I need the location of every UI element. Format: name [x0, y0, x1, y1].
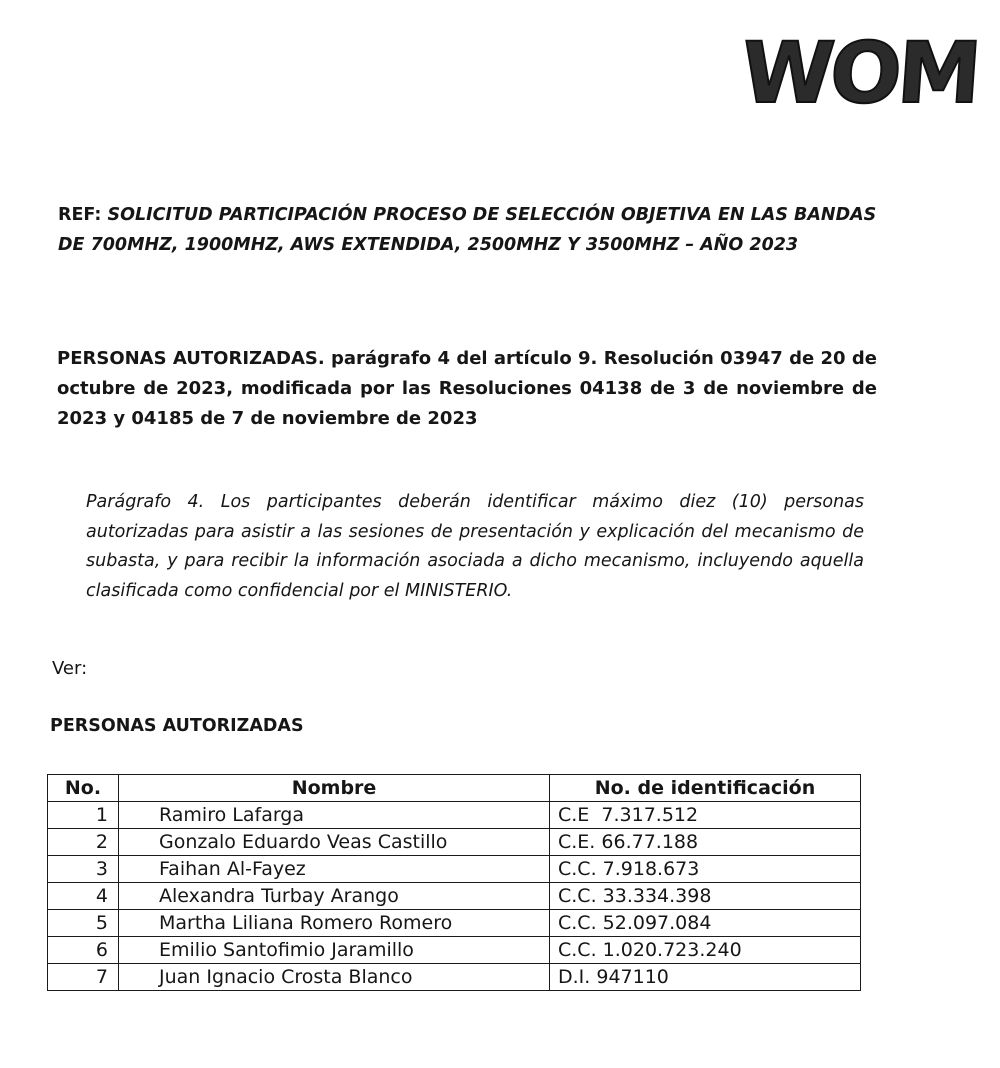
- row-number: 2: [48, 829, 119, 856]
- table-row: [48, 937, 861, 964]
- table-row: [48, 856, 861, 883]
- wom-logo-text: WOM: [738, 24, 981, 122]
- row-identification: C.E. 66.77.188: [550, 829, 861, 856]
- reference-block: [58, 200, 878, 260]
- row-identification: C.C. 1.020.723.240: [550, 937, 861, 964]
- row-name: Alexandra Turbay Arango: [119, 883, 550, 910]
- table-row: [48, 883, 861, 910]
- header-identificacion: No. de identificación: [550, 775, 861, 802]
- row-identification: C.C. 52.097.084: [550, 910, 861, 937]
- authorized-persons-table: [47, 774, 861, 991]
- row-name: Faihan Al-Fayez: [119, 856, 550, 883]
- ref-subject-line1: SOLICITUD PARTICIPACIÓN PROCESO DE SELECCIÓN OBJETIVA EN LAS BANDAS: [107, 205, 877, 225]
- row-name: Gonzalo Eduardo Veas Castillo: [119, 829, 550, 856]
- table-header-row: [48, 775, 861, 802]
- row-name: Martha Liliana Romero Romero: [119, 910, 550, 937]
- wom-logo: [738, 22, 981, 122]
- paragraph-4-quote: Parágrafo 4. Los participantes deberán identificar máximo diez (10) personas autorizadas para asistir a las sesiones de presentación y explicación del mecanismo de subasta, y para recibir la información asociada a dicho mecanismo, incluyendo aquella clasificada como confidencial por el MINISTERIO.: [86, 492, 864, 601]
- row-identification: C.C. 7.918.673: [550, 856, 861, 883]
- ver-label: Ver:: [52, 658, 88, 679]
- row-number: 6: [48, 937, 119, 964]
- ref-subject-line2: DE 700MHZ, 1900MHZ, AWS EXTENDIDA, 2500MHZ Y 3500MHZ – AÑO 2023: [58, 235, 799, 255]
- row-identification: C.C. 33.334.398: [550, 883, 861, 910]
- row-number: 5: [48, 910, 119, 937]
- row-number: 7: [48, 964, 119, 991]
- ref-label: REF:: [58, 205, 102, 225]
- row-name: Juan Ignacio Crosta Blanco: [119, 964, 550, 991]
- row-number: 3: [48, 856, 119, 883]
- header-no: No.: [48, 775, 119, 802]
- personas-heading: PERSONAS AUTORIZADAS. parágrafo 4 del artículo 9. Resolución 03947 de 20 de octubre de 2023, modificada por las Resoluciones 04138 de 3 de noviembre de 2023 y 04185 de 7 de noviembre de 2023: [57, 348, 877, 429]
- row-identification: C.E 7.317.512: [550, 802, 861, 829]
- row-name: Ramiro Lafarga: [119, 802, 550, 829]
- row-number: 1: [48, 802, 119, 829]
- header-nombre: Nombre: [119, 775, 550, 802]
- row-number: 4: [48, 883, 119, 910]
- table-row: [48, 829, 861, 856]
- row-identification: D.I. 947110: [550, 964, 861, 991]
- table-row: [48, 964, 861, 991]
- table-row: [48, 910, 861, 937]
- table-title: PERSONAS AUTORIZADAS: [50, 716, 304, 736]
- table-row: [48, 802, 861, 829]
- row-name: Emilio Santofimio Jaramillo: [119, 937, 550, 964]
